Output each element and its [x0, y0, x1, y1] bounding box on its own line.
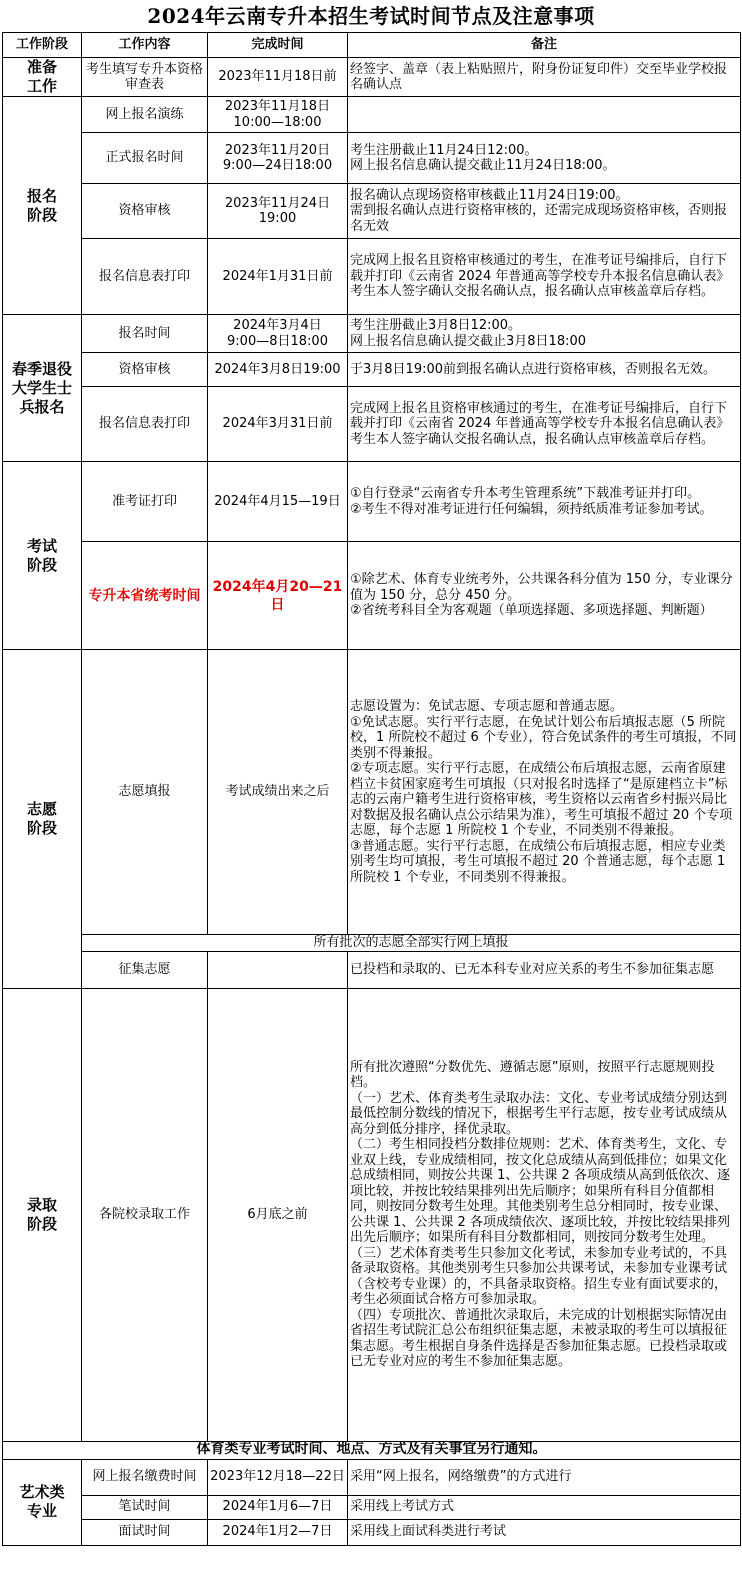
table-row [3, 988, 741, 1441]
time-cell: 2024年1月6—7日 [208, 1495, 348, 1519]
time-cell: 2023年11月18日 10:00—18:00 [208, 97, 348, 133]
table-row [3, 184, 741, 239]
table-row [3, 935, 741, 952]
time-cell [208, 951, 348, 988]
note-cell: ①除艺术、体育专业统考外，公共课各科分值为 150 分，专业课分值为 150 分，总分 450 分。 ②省统考科目全为客观题（单项选择题、多项选择题、判断题） [348, 542, 741, 650]
table-row [3, 239, 741, 315]
header-stage: 工作阶段 [3, 33, 82, 58]
note-cell: ①自行登录“云南省专升本考生管理系统”下载准考证并打印。 ②考生不得对准考证进行任何编辑，须持纸质准考证参加考试。 [348, 462, 741, 542]
header-row [3, 33, 741, 58]
time-cell: 考试成绩出来之后 [208, 650, 348, 935]
time-cell: 2023年11月18日前 [208, 58, 348, 97]
table-row [3, 951, 741, 988]
content-cell: 征集志愿 [82, 951, 208, 988]
content-cell: 资格审核 [82, 353, 208, 387]
time-cell: 2024年3月4日 9:00—8日18:00 [208, 315, 348, 353]
note-cell: 经签字、盖章（表上粘贴照片，附身份证复印件）交至毕业学校报名确认点 [348, 58, 741, 97]
header-time: 完成时间 [208, 33, 348, 58]
content-cell: 报名时间 [82, 315, 208, 353]
table-row [3, 97, 741, 133]
note-cell: 考生注册截止11月24日12:00。 网上报名信息确认提交截止11月24日18:00。 [348, 133, 741, 184]
note-cell [348, 97, 741, 133]
note-cell: 已投档和录取的、已无本科专业对应关系的考生不参加征集志愿 [348, 951, 741, 988]
time-cell: 2024年4月15—19日 [208, 462, 348, 542]
stage-cell: 考试 阶段 [3, 462, 82, 650]
content-cell: 志愿填报 [82, 650, 208, 935]
content-cell: 笔试时间 [82, 1495, 208, 1519]
note-cell: 完成网上报名且资格审核通过的考生，在准考证号编排后，自行下载并打印《云南省 2024 年普通高等学校专升本报名信息确认表》考生本人签字确认交报名确认点，报名确认点审核盖章后存档。 [348, 239, 741, 315]
table-row [3, 1441, 741, 1459]
content-cell: 资格审核 [82, 184, 208, 239]
content-cell: 报名信息表打印 [82, 239, 208, 315]
content-cell: 网上报名演练 [82, 97, 208, 133]
page-title: 2024年云南专升本招生考试时间节点及注意事项 [147, 4, 595, 28]
table-row [3, 1519, 741, 1545]
table-row [3, 1459, 741, 1495]
note-cell: 完成网上报名且资格审核通过的考生，在准考证号编排后，自行下载并打印《云南省 2024 年普通高等学校专升本报名信息确认表》考生本人签字确认交报名确认点，报名确认点审核盖章后存档。 [348, 387, 741, 462]
content-cell: 专升本省统考时间 [82, 542, 208, 650]
header-content: 工作内容 [82, 33, 208, 58]
stage-cell: 春季退役 大学生士 兵报名 [3, 315, 82, 462]
stage-cell: 志愿 阶段 [3, 650, 82, 989]
time-cell: 2024年1月31日前 [208, 239, 348, 315]
content-cell: 考生填写专升本资格审查表 [82, 58, 208, 97]
time-cell: 2024年4月20—21日 [208, 542, 348, 650]
note-cell: 采用线上考试方式 [348, 1495, 741, 1519]
content-cell: 网上报名缴费时间 [82, 1459, 208, 1495]
table-row [3, 542, 741, 650]
time-cell: 2023年12月18—22日 [208, 1459, 348, 1495]
note-cell: 报名确认点现场资格审核截止11月24日19:00。 需到报名确认点进行资格审核的，还需完成现场资格审核，否则报名无效 [348, 184, 741, 239]
table-row [3, 133, 741, 184]
note-cell: 于3月8日19:00前到报名确认点进行资格审核，否则报名无效。 [348, 353, 741, 387]
table-row [3, 462, 741, 542]
time-cell: 2023年11月20日 9:00—24日18:00 [208, 133, 348, 184]
header-note: 备注 [348, 33, 741, 58]
full-width-note: 体育类专业考试时间、地点、方式及有关事宜另行通知。 [3, 1441, 741, 1459]
content-cell: 正式报名时间 [82, 133, 208, 184]
content-cell: 各院校录取工作 [82, 988, 208, 1441]
note-cell: 所有批次遵照“分数优先、遵循志愿”原则，按照平行志愿规则投档。 （一）艺术、体育类考生录取办法：文化、专业考试成绩分别达到最低控制分数线的情况下，根据考生平行志愿，按专业考试成绩从高分到低分排序，择优录取。 （二）考生相同投档分数排位规则：艺术、体育类考生，文化、专业双上线，专业成绩相同，按文化总成绩从高到低排位；如果文化总成绩相同，则按公共课 1、公共课 2 各项成绩从高到低依次、逐项比较，并按比较结果排列出先后顺序；如果所有科目分值都相同，则按同分数考生处理。其他类别考生总分相同时，按专业课、公共课 1、公共课 2 各项成绩依次、逐项比较，并按比较结果排列出先后顺序；如果所有科目分数都相同，则按同分数考生处理。 （三）艺术体育类考生只参加文化考试，未参加专业考试的，不具备录取资格。其他类别考生只参加公共课考试，未参加专业课考试（含校考专业课）的，不具备录取资格。招生专业有面试要求的，考生必须面试合格方可参加录取。 （四）专项批次、普通批次录取后，未完成的计划根据实际情况由省招生考试院汇总公布组织征集志愿，未被录取的考生可以填报征集志愿。考生根据自身条件选择是否参加征集志愿。已投档录取或已无专业对应的考生不参加征集志愿。 [348, 988, 741, 1441]
note-cell: 采用“网上报名，网络缴费”的方式进行 [348, 1459, 741, 1495]
stage-cell: 准备 工作 [3, 58, 82, 97]
note-cell: 采用线上面试科类进行考试 [348, 1519, 741, 1545]
stage-cell: 艺术类 专业 [3, 1459, 82, 1545]
time-cell: 2024年1月2—7日 [208, 1519, 348, 1545]
table-row [3, 387, 741, 462]
content-cell: 报名信息表打印 [82, 387, 208, 462]
full-width-note: 所有批次的志愿全部实行网上填报 [82, 935, 741, 952]
table-row [3, 1495, 741, 1519]
table-row [3, 315, 741, 353]
table-row [3, 58, 741, 97]
stage-cell: 录取 阶段 [3, 988, 82, 1441]
time-cell: 6月底之前 [208, 988, 348, 1441]
table-row [3, 650, 741, 935]
content-cell: 面试时间 [82, 1519, 208, 1545]
time-cell: 2023年11月24日 19:00 [208, 184, 348, 239]
stage-cell: 报名 阶段 [3, 97, 82, 315]
time-cell: 2024年3月31日前 [208, 387, 348, 462]
content-cell: 准考证打印 [82, 462, 208, 542]
schedule-table [2, 32, 741, 1546]
time-cell: 2024年3月8日19:00 [208, 353, 348, 387]
table-row [3, 353, 741, 387]
note-cell: 考生注册截止3月8日12:00。 网上报名信息确认提交截止3月8日18:00 [348, 315, 741, 353]
note-cell: 志愿设置为：免试志愿、专项志愿和普通志愿。 ①免试志愿。实行平行志愿，在免试计划公布后填报志愿（5 所院校，1 所院校不超过 6 个专业），符合免试条件的考生可填报，不同类别不得兼报。 ②专项志愿。实行平行志愿，在成绩公布后填报志愿，云南省原建档立卡贫困家庭考生可填报（只对报名时选择了“是原建档立卡”标志的云南户籍考生进行资格审核，考生资格以云南省乡村振兴局比对数据及报名确认点公示结果为准），考生可填报不超过 20 个专项志愿，每个志愿 1 所院校 1 个专业，不同类别不得兼报。 ③普通志愿。实行平行志愿，在成绩公布后填报志愿，相应专业类别考生均可填报，考生可填报不超过 20 个普通志愿，每个志愿 1 所院校 1 个专业，不同类别不得兼报。 [348, 650, 741, 935]
